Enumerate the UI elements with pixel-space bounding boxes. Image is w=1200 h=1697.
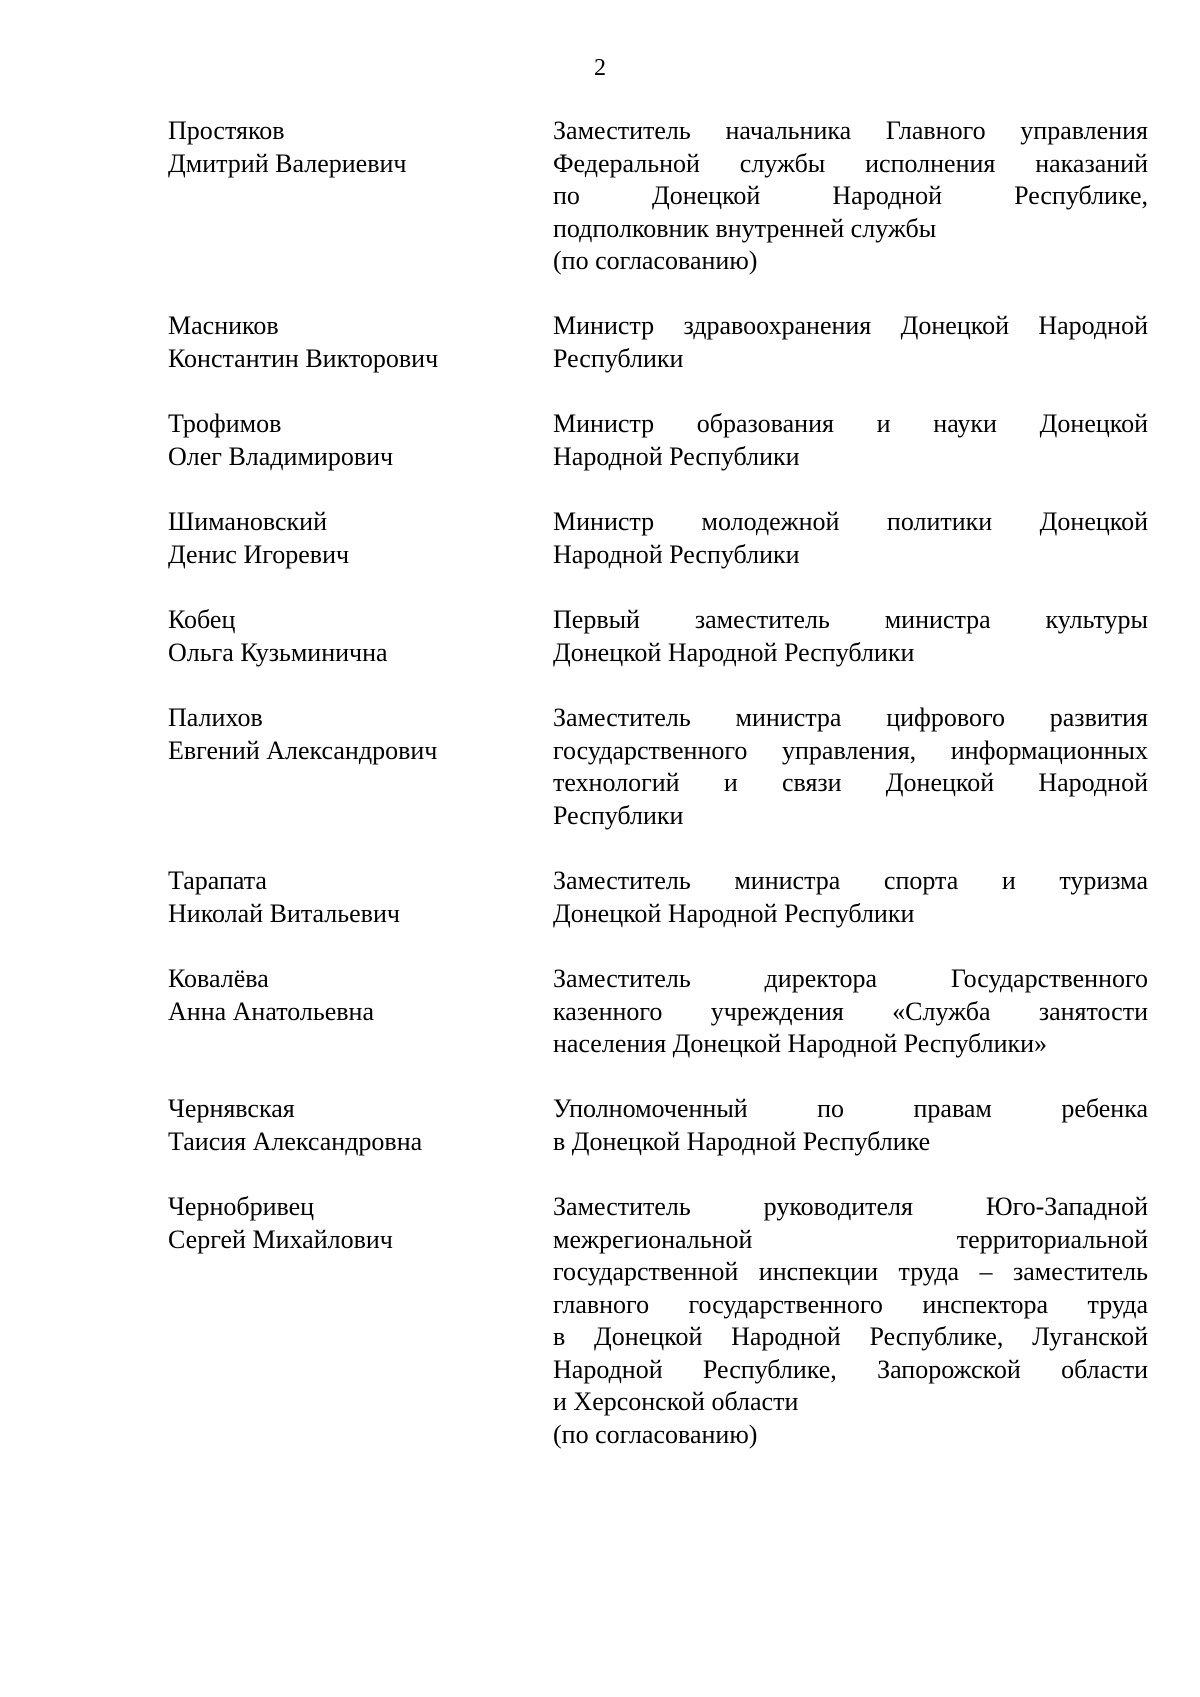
role-line: межрегиональной территориальной: [553, 1224, 1148, 1254]
page-number: 2: [594, 55, 606, 81]
role-line: Первый заместитель министра культуры: [553, 605, 1148, 634]
role-line: Донецкой Народной Республики: [553, 637, 915, 667]
person-name: [168, 115, 528, 180]
role-line: Заместитель министра спорта и туризма: [553, 866, 1148, 895]
role-line: Республики: [553, 343, 684, 373]
role-line: подполковник внутренней службы: [553, 213, 937, 243]
person-role: [553, 408, 1148, 473]
role-line: государственной инспекции труда – заместитель: [553, 1257, 1148, 1286]
role-line: (по согласованию): [553, 1419, 758, 1449]
role-line: Донецкой Народной Республики: [553, 898, 915, 928]
person-given-names: Таисия Александровна: [168, 1126, 423, 1156]
role-line: Заместитель директора Государственного: [553, 964, 1148, 993]
person-name: [168, 1093, 528, 1158]
person-given-names: Сергей Михайлович: [168, 1224, 393, 1254]
person-name: [168, 310, 528, 375]
role-line: Министр образования и науки Донецкой: [553, 409, 1148, 438]
person-surname: Чернобривец: [168, 1192, 315, 1221]
role-line: населения Донецкой Народной Республики»: [553, 1029, 1048, 1058]
person-name: [168, 865, 528, 930]
person-surname: Тарапата: [168, 866, 267, 895]
person-role: [553, 1191, 1148, 1451]
person-role: [553, 604, 1148, 669]
person-given-names: Дмитрий Валериевич: [168, 148, 407, 178]
person-role: [553, 865, 1148, 930]
role-line: Республики: [553, 800, 684, 830]
role-line: Федеральной службы исполнения наказаний: [553, 148, 1148, 178]
person-given-names: Анна Анатольевна: [168, 996, 374, 1026]
person-surname: Палихов: [168, 703, 263, 732]
person-surname: Ковалёва: [168, 964, 269, 993]
role-line: главного государственного инспектора труда: [553, 1289, 1148, 1319]
person-given-names: Денис Игоревич: [168, 539, 350, 569]
person-surname: Простяков: [168, 116, 285, 145]
role-line: Министр молодежной политики Донецкой: [553, 507, 1148, 536]
person-role: [553, 506, 1148, 571]
person-surname: Чернявская: [168, 1094, 295, 1123]
person-name: [168, 506, 528, 571]
person-name: [168, 963, 528, 1028]
role-line: по Донецкой Народной Республике,: [553, 181, 1148, 210]
person-role: [553, 702, 1148, 832]
role-line: Заместитель министра цифрового развития: [553, 703, 1148, 732]
person-surname: Кобец: [168, 605, 236, 634]
role-line: Заместитель руководителя Юго-Западной: [553, 1192, 1148, 1221]
person-name: [168, 702, 528, 767]
role-line: Народной Республике, Запорожской области: [553, 1354, 1148, 1384]
person-name: [168, 408, 528, 473]
person-role: [553, 310, 1148, 375]
person-role: [553, 1093, 1148, 1158]
role-line: государственного управления, информационных: [553, 735, 1148, 765]
role-line: Заместитель начальника Главного управления: [553, 116, 1148, 145]
person-given-names: Евгений Александрович: [168, 735, 438, 765]
person-role: [553, 963, 1148, 1061]
person-surname: Масников: [168, 311, 279, 340]
person-given-names: Олег Владимирович: [168, 441, 394, 471]
role-line: технологий и связи Донецкой Народной: [553, 768, 1148, 797]
person-name: [168, 604, 528, 669]
role-line: Министр здравоохранения Донецкой Народной: [553, 311, 1148, 340]
role-line: (по согласованию): [553, 246, 758, 275]
person-surname: Трофимов: [168, 409, 282, 438]
role-line: казенного учреждения «Служба занятости: [553, 996, 1148, 1026]
person-name: [168, 1191, 528, 1256]
person-role: [553, 115, 1148, 278]
person-given-names: Константин Викторович: [168, 343, 439, 373]
role-line: Народной Республики: [553, 441, 800, 471]
role-line: Уполномоченный по правам ребенка: [553, 1094, 1148, 1123]
role-line: и Херсонской области: [553, 1387, 799, 1416]
person-given-names: Николай Витальевич: [168, 898, 400, 928]
role-line: Народной Республики: [553, 539, 800, 569]
person-given-names: Ольга Кузьминична: [168, 637, 388, 667]
role-line: в Донецкой Народной Республике, Луганской: [553, 1322, 1148, 1351]
role-line: в Донецкой Народной Республике: [553, 1126, 931, 1156]
person-surname: Шимановский: [168, 507, 327, 536]
